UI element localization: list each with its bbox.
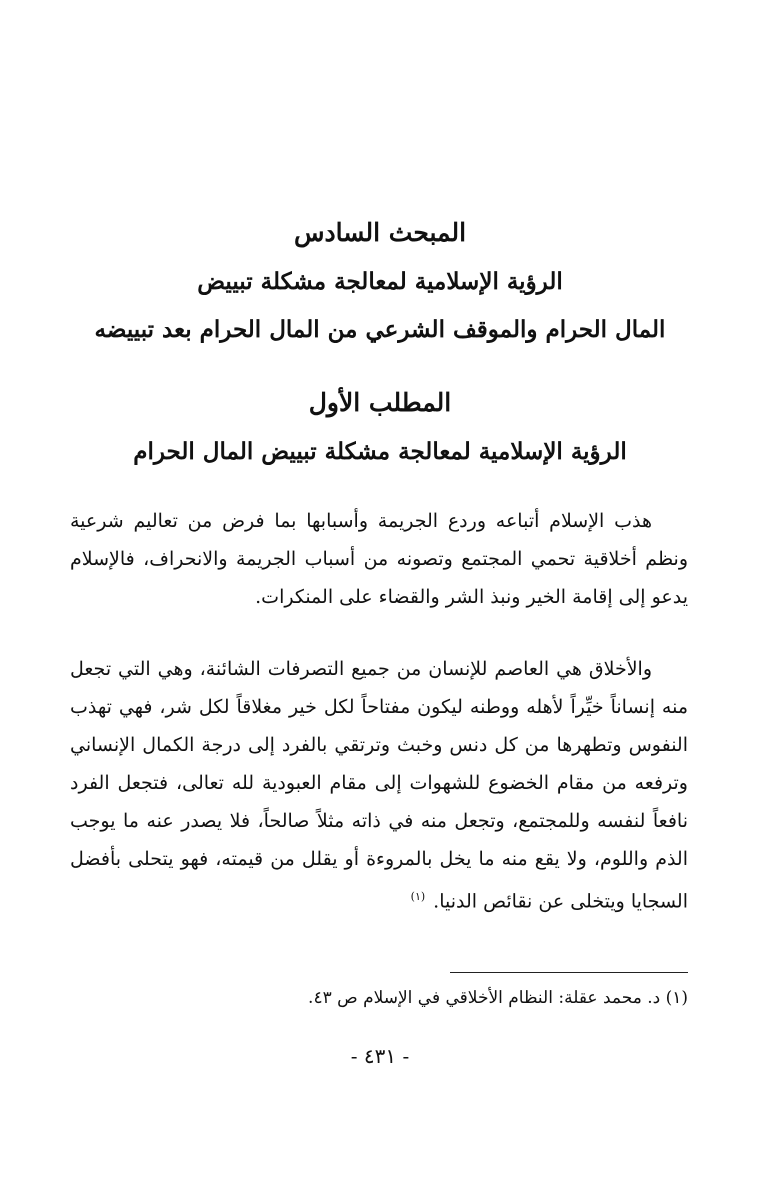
footnote-text: (١) د. محمد عقلة: النظام الأخلاقي في الإسلام ص ٤٣. [308, 988, 688, 1008]
subsection-heading: المطلب الأول [308, 388, 452, 417]
section-subtitle-line-2: المال الحرام والموقف الشرعي من المال الحرام بعد تبييضه [94, 316, 666, 343]
footnote-divider [450, 972, 688, 973]
section-subtitle-line-1: الرؤية الإسلامية لمعالجة مشكلة تبييض [197, 268, 563, 295]
paragraph-1-text: هذب الإسلام أتباعه وردع الجريمة وأسبابها بما فرض من تعاليم شرعية ونظم أخلاقية تحمي المجتمع وتصونه من أسباب الجريمة والانحراف، فالإسلام يدعو إلى إقامة الخير ونبذ الشر والقضاء على المنكرات. [70, 510, 688, 608]
paragraph-1 [70, 502, 688, 616]
subsection-subtitle: الرؤية الإسلامية لمعالجة مشكلة تبييض المال الحرام [133, 438, 627, 465]
section-heading: المبحث السادس [293, 218, 467, 247]
paragraph-2-text: والأخلاق هي العاصم للإنسان من جميع التصرفات الشائنة، وهي التي تجعل منه إنساناً خيِّراً لأهله ووطنه ليكون مفتاحاً لكل خير مغلاقاً لكل شر، فهي تهذب النفوس وتطهرها من كل دنس وخبث وترتقي بالفرد إلى درجة الكمال الإنساني وترفعه من مقام الخضوع للشهوات إلى مقام العبودية لله تعالى، فتجعل الفرد نافعاً لنفسه وللمجتمع، وتجعل منه في ذاته مثلاً صالحاً، فلا يصدر عنه ما يوجب الذم واللوم، ولا يقع منه ما يخل بالمروءة أو يقلل من قيمته، فهو يتحلى بأفضل السجايا ويتخلى عن نقائص الدنيا. [70, 658, 688, 913]
footnote-reference: (١) [410, 890, 426, 903]
paragraph-2 [70, 650, 688, 920]
page-number: - ٤٣١ - [350, 1044, 410, 1068]
